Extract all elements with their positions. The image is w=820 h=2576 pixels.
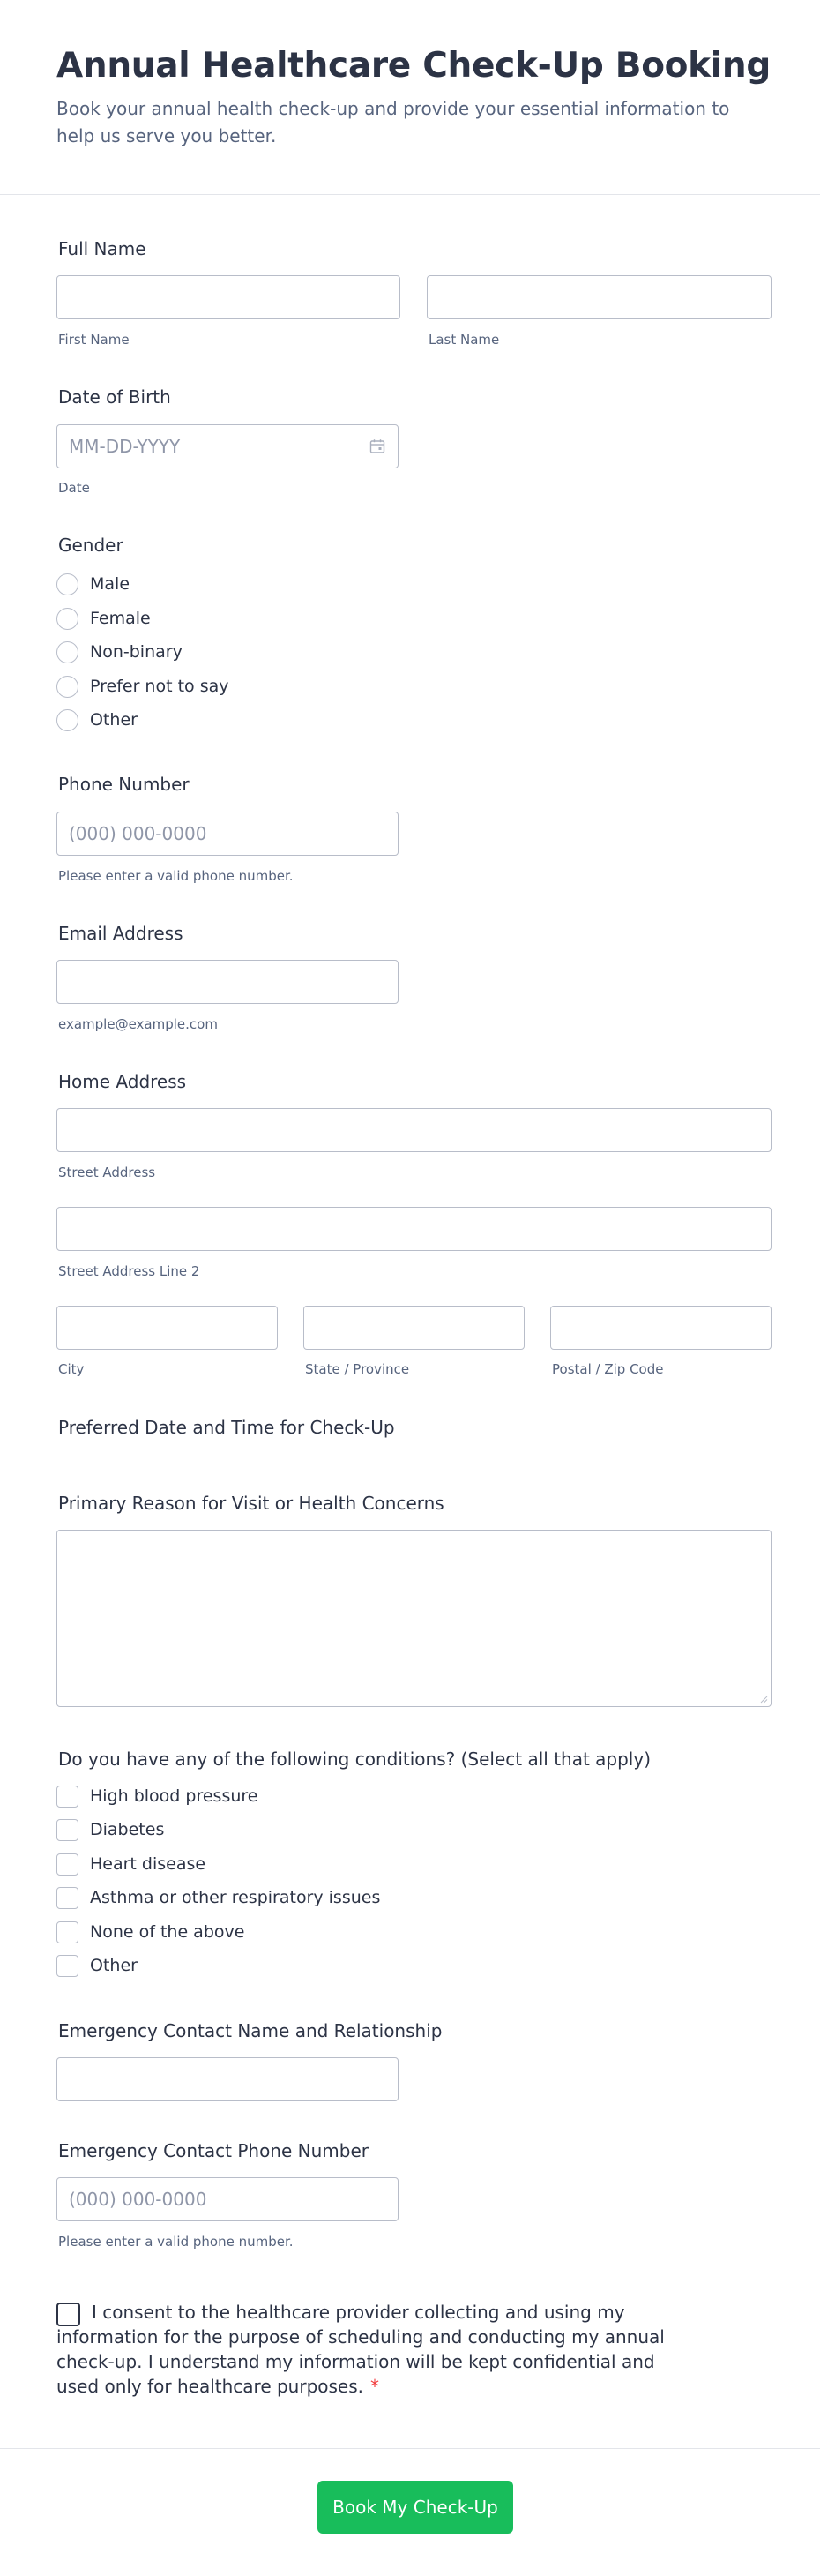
- calendar-icon[interactable]: [369, 438, 386, 455]
- state-input[interactable]: [303, 1306, 525, 1350]
- checkbox[interactable]: [56, 1921, 78, 1943]
- first-name-sublabel: First Name: [58, 332, 130, 348]
- consent-text: [56, 2300, 691, 2399]
- condition-label: Heart disease: [90, 1854, 206, 1874]
- phone-placeholder: (000) 000-0000: [69, 823, 207, 844]
- reason-textarea[interactable]: [56, 1530, 772, 1707]
- conditions-label: Do you have any of the following conditions? (Select all that apply): [58, 1749, 652, 1770]
- gender-label: Gender: [58, 535, 123, 556]
- radio-button[interactable]: [56, 676, 78, 698]
- phone-sublabel: Please enter a valid phone number.: [58, 868, 294, 884]
- gender-option-label: Female: [90, 609, 151, 628]
- street-address-sublabel: Street Address: [58, 1164, 156, 1180]
- city-sublabel: City: [58, 1361, 85, 1377]
- postal-code-input[interactable]: [550, 1306, 772, 1350]
- phone-label: Phone Number: [58, 774, 190, 795]
- postal-code-sublabel: Postal / Zip Code: [552, 1361, 664, 1377]
- checkbox[interactable]: [56, 1853, 78, 1876]
- gender-option-other[interactable]: [56, 708, 138, 731]
- condition-asthma[interactable]: [56, 1886, 380, 1909]
- gender-option-label: Other: [90, 710, 138, 730]
- gender-option-prefer-not[interactable]: [56, 675, 229, 698]
- condition-diabetes[interactable]: [56, 1818, 164, 1841]
- condition-label: Other: [90, 1956, 138, 1975]
- address-label: Home Address: [58, 1071, 187, 1092]
- gender-option-label: Male: [90, 574, 130, 594]
- state-sublabel: State / Province: [305, 1361, 410, 1377]
- radio-button[interactable]: [56, 641, 78, 663]
- emergency-phone-sublabel: Please enter a valid phone number.: [58, 2234, 294, 2250]
- city-input[interactable]: [56, 1306, 278, 1350]
- emergency-phone-label: Emergency Contact Phone Number: [58, 2140, 369, 2161]
- phone-input[interactable]: [56, 812, 399, 856]
- street-address-2-sublabel: Street Address Line 2: [58, 1263, 200, 1279]
- gender-option-label: Prefer not to say: [90, 677, 229, 696]
- form-subtitle: Book your annual health check-up and provide your essential information to help us serve you better.: [56, 98, 730, 146]
- radio-button[interactable]: [56, 573, 78, 595]
- condition-other[interactable]: [56, 1954, 138, 1977]
- gender-option-male[interactable]: [56, 573, 130, 595]
- book-checkup-button[interactable]: Book My Check-Up: [317, 2481, 513, 2534]
- condition-label: Diabetes: [90, 1820, 165, 1839]
- condition-none[interactable]: [56, 1921, 244, 1943]
- checkbox[interactable]: [56, 1887, 78, 1909]
- header-divider: [0, 194, 820, 195]
- email-input[interactable]: [56, 960, 399, 1004]
- resize-grip-icon[interactable]: [759, 1695, 768, 1704]
- required-asterisk: *: [370, 2376, 380, 2397]
- emergency-name-input[interactable]: [56, 2057, 399, 2101]
- emergency-phone-input[interactable]: [56, 2177, 399, 2221]
- email-sublabel: example@example.com: [58, 1016, 218, 1032]
- radio-button[interactable]: [56, 709, 78, 731]
- reason-label: Primary Reason for Visit or Health Concerns: [58, 1493, 444, 1514]
- condition-high-blood-pressure[interactable]: [56, 1785, 257, 1808]
- checkbox[interactable]: [56, 1955, 78, 1977]
- street-address-2-input[interactable]: [56, 1207, 772, 1251]
- dob-placeholder: MM-DD-YYYY: [69, 436, 181, 457]
- full-name-label: Full Name: [58, 238, 146, 259]
- first-name-input[interactable]: [56, 275, 400, 319]
- last-name-sublabel: Last Name: [429, 332, 500, 348]
- preferred-datetime-label: Preferred Date and Time for Check-Up: [58, 1417, 395, 1438]
- form-title: Annual Healthcare Check-Up Booking: [56, 46, 771, 86]
- gender-option-non-binary[interactable]: [56, 640, 183, 663]
- radio-button[interactable]: [56, 608, 78, 630]
- street-address-input[interactable]: [56, 1108, 772, 1152]
- emergency-name-label: Emergency Contact Name and Relationship: [58, 2020, 443, 2041]
- gender-option-label: Non-binary: [90, 642, 183, 662]
- emergency-phone-placeholder: (000) 000-0000: [69, 2189, 207, 2210]
- last-name-input[interactable]: [427, 275, 772, 319]
- condition-label: None of the above: [90, 1922, 245, 1942]
- checkbox[interactable]: [56, 1819, 78, 1841]
- consent-statement: I consent to the healthcare provider collecting and using my information for the purpose of scheduling and conducting my annual check-up. I understand my information will be kept confidential and used only for healthcare purposes.: [56, 2302, 665, 2397]
- footer-divider: [0, 2448, 820, 2449]
- dob-label: Date of Birth: [58, 386, 171, 408]
- condition-heart-disease[interactable]: [56, 1853, 205, 1876]
- gender-option-female[interactable]: [56, 607, 151, 630]
- checkbox[interactable]: [56, 1786, 78, 1808]
- dob-input[interactable]: [56, 424, 399, 468]
- condition-label: High blood pressure: [90, 1786, 258, 1806]
- condition-label: Asthma or other respiratory issues: [90, 1888, 381, 1907]
- email-label: Email Address: [58, 923, 183, 944]
- dob-sublabel: Date: [58, 480, 90, 496]
